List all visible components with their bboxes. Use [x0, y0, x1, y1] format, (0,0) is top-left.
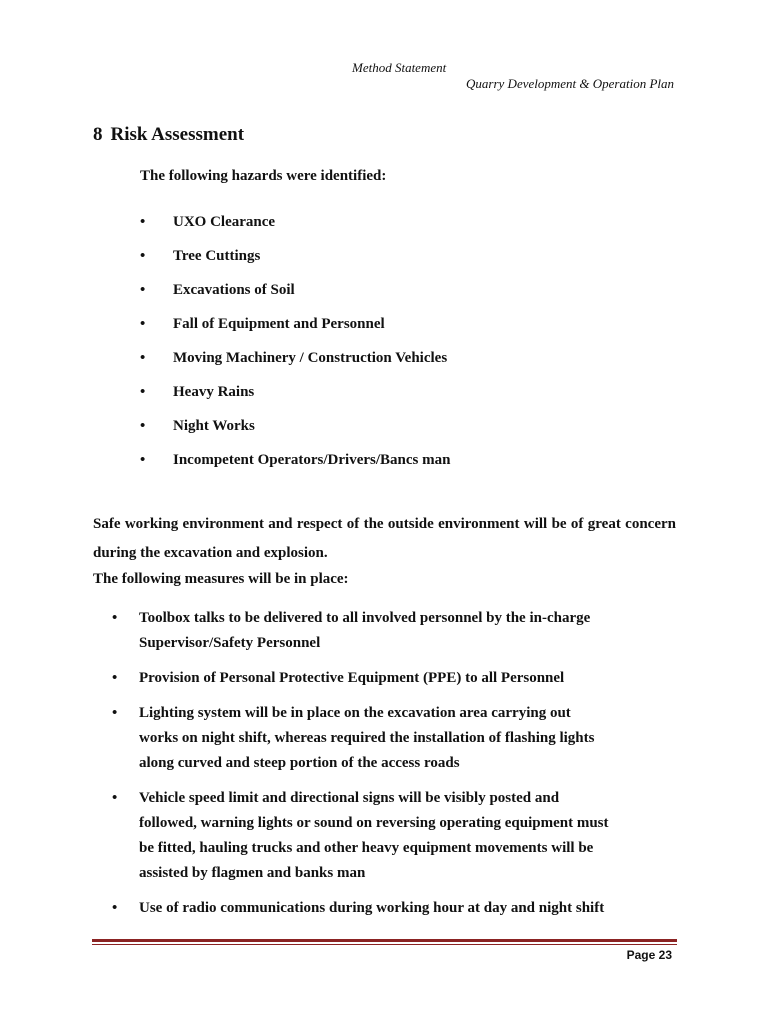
section-number: 8	[93, 124, 103, 145]
list-item	[140, 282, 450, 316]
bullet-icon: •	[140, 214, 146, 230]
hazard-text: Heavy Rains	[173, 384, 255, 400]
header-document-type: Method Statement	[352, 60, 447, 75]
list-item	[112, 666, 684, 691]
list-item	[112, 606, 684, 656]
section-title: Risk Assessment	[110, 124, 245, 145]
environment-paragraph: Safe working environment and respect of the outside environment will be of great concern during the excavation and explosion.	[93, 516, 676, 561]
hazard-text: Incompetent Operators/Drivers/Bancs man	[173, 452, 451, 468]
list-item	[140, 214, 450, 248]
measure-text: Provision of Personal Protective Equipment (PPE) to all Personnel	[139, 670, 565, 686]
bullet-icon: •	[140, 316, 146, 332]
bullet-icon: •	[112, 670, 118, 686]
hazard-text: UXO Clearance	[173, 214, 276, 230]
list-item	[140, 384, 450, 418]
list-item	[112, 701, 684, 776]
list-item	[140, 350, 450, 384]
bullet-icon: •	[140, 248, 146, 264]
page-number: Page 23	[626, 948, 672, 962]
hazard-text: Fall of Equipment and Personnel	[173, 316, 385, 332]
measures-intro: The following measures will be in place:	[93, 571, 349, 587]
bullet-icon: •	[112, 705, 118, 721]
hazard-text: Excavations of Soil	[173, 282, 295, 298]
bullet-icon: •	[112, 610, 118, 626]
hazard-list	[140, 214, 450, 486]
measure-text: Toolbox talks to be delivered to all involved personnel by the in-charge Supervisor/Safety Personnel	[139, 610, 591, 651]
list-item	[140, 452, 450, 486]
hazard-text: Moving Machinery / Construction Vehicles	[173, 350, 448, 366]
bullet-icon: •	[140, 452, 146, 468]
list-item	[140, 248, 450, 282]
measure-text: Use of radio communications during working hour at day and night shift	[139, 900, 605, 916]
bullet-icon: •	[112, 900, 118, 916]
measures-list	[112, 606, 684, 931]
header-document-title: Quarry Development & Operation Plan	[466, 76, 674, 91]
measure-text: Lighting system will be in place on the excavation area carrying out works on night shift, whereas required the installation of flashing lights along curved and steep portion of the access roads	[139, 705, 595, 771]
hazard-text: Night Works	[173, 418, 255, 434]
bullet-icon: •	[140, 384, 146, 400]
list-item	[140, 316, 450, 350]
hazard-text: Tree Cuttings	[173, 248, 261, 264]
footer-divider-thin	[92, 944, 677, 945]
bullet-icon: •	[112, 790, 118, 806]
measure-text: Vehicle speed limit and directional signs will be visibly posted and followed, warning lights or sound on reversing operating equipment must be fitted, hauling trucks and other heavy equipment movements will be assisted by flagmen and banks man	[139, 790, 609, 881]
hazards-intro: The following hazards were identified:	[140, 168, 387, 184]
section-heading	[93, 124, 244, 146]
list-item	[140, 418, 450, 452]
list-item	[112, 786, 684, 886]
bullet-icon: •	[140, 282, 146, 298]
bullet-icon: •	[140, 350, 146, 366]
list-item	[112, 896, 684, 921]
bullet-icon: •	[140, 418, 146, 434]
footer-divider-thick	[92, 939, 677, 942]
